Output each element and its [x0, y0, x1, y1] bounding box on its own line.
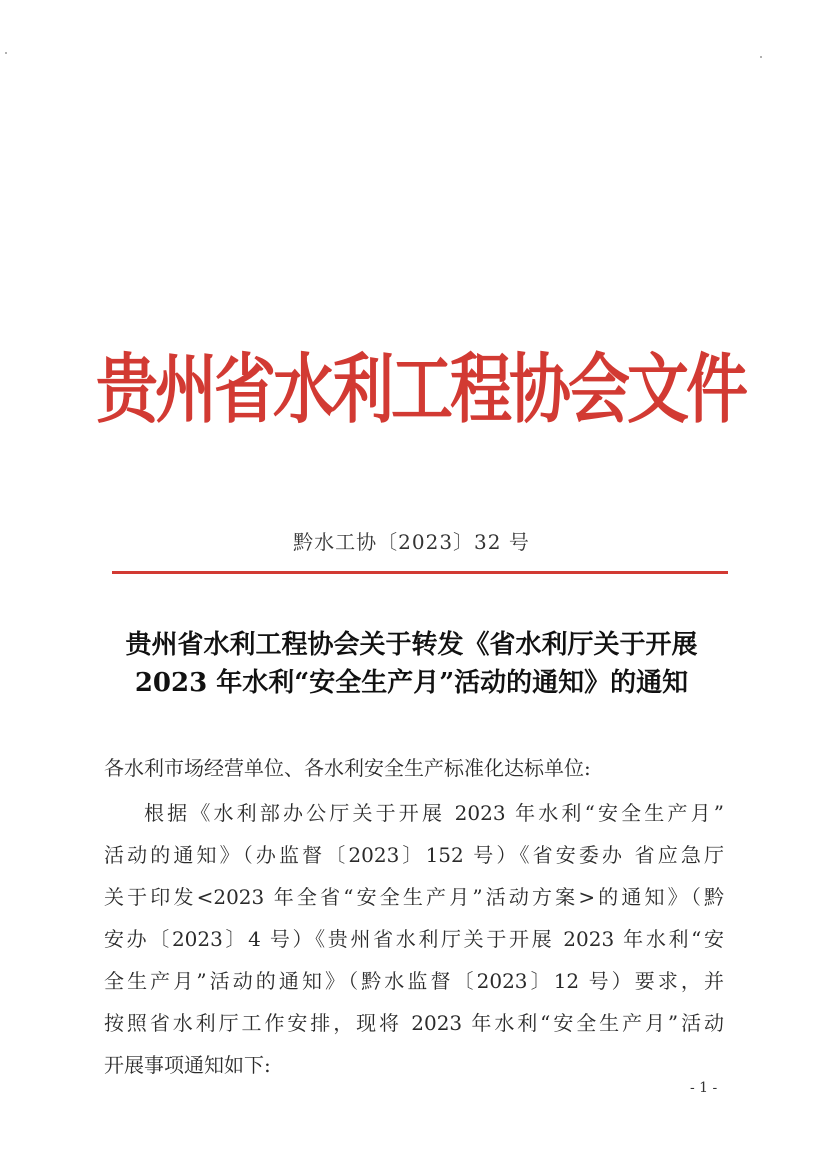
notice-title-line: 2023 年水利“安全生产月”活动的通知》的通知 [134, 668, 689, 698]
body-line: 活动的通知》（办监督〔2023〕152 号）《省安委办 省应急厅 [104, 843, 724, 867]
salutation: 各水利市场经营单位、各水利安全生产标准化达标单位: [104, 756, 591, 780]
notice-title-line: 贵州省水利工程协会关于转发《省水利厅关于开展 [125, 630, 698, 660]
body-line: 关于印发<2023 年全省“安全生产月”活动方案>的通知》（黔 [104, 885, 724, 909]
body-paragraph [104, 792, 724, 1086]
body-line: 开展事项通知如下: [104, 1053, 271, 1077]
notice-title [80, 626, 743, 702]
body-line: 全生产月”活动的通知》（黔水监督〔2023〕12 号）要求，并 [104, 969, 724, 993]
scan-speck [760, 56, 762, 58]
body-line: 安办〔2023〕4 号）《贵州省水利厅关于开展 2023 年水利“安 [104, 927, 724, 951]
red-divider-line [112, 571, 728, 574]
org-document-header: 贵州省水利工程协会文件 [96, 344, 746, 434]
scan-speck [5, 52, 7, 54]
page-number: - 1 - [690, 1080, 718, 1096]
document-number: 黔水工协〔2023〕32 号 [293, 530, 530, 554]
body-line: 按照省水利厅工作安排，现将 2023 年水利“安全生产月”活动 [104, 1011, 724, 1035]
body-line: 根据《水利部办公厅关于开展 2023 年水利“安全生产月” [144, 801, 724, 825]
